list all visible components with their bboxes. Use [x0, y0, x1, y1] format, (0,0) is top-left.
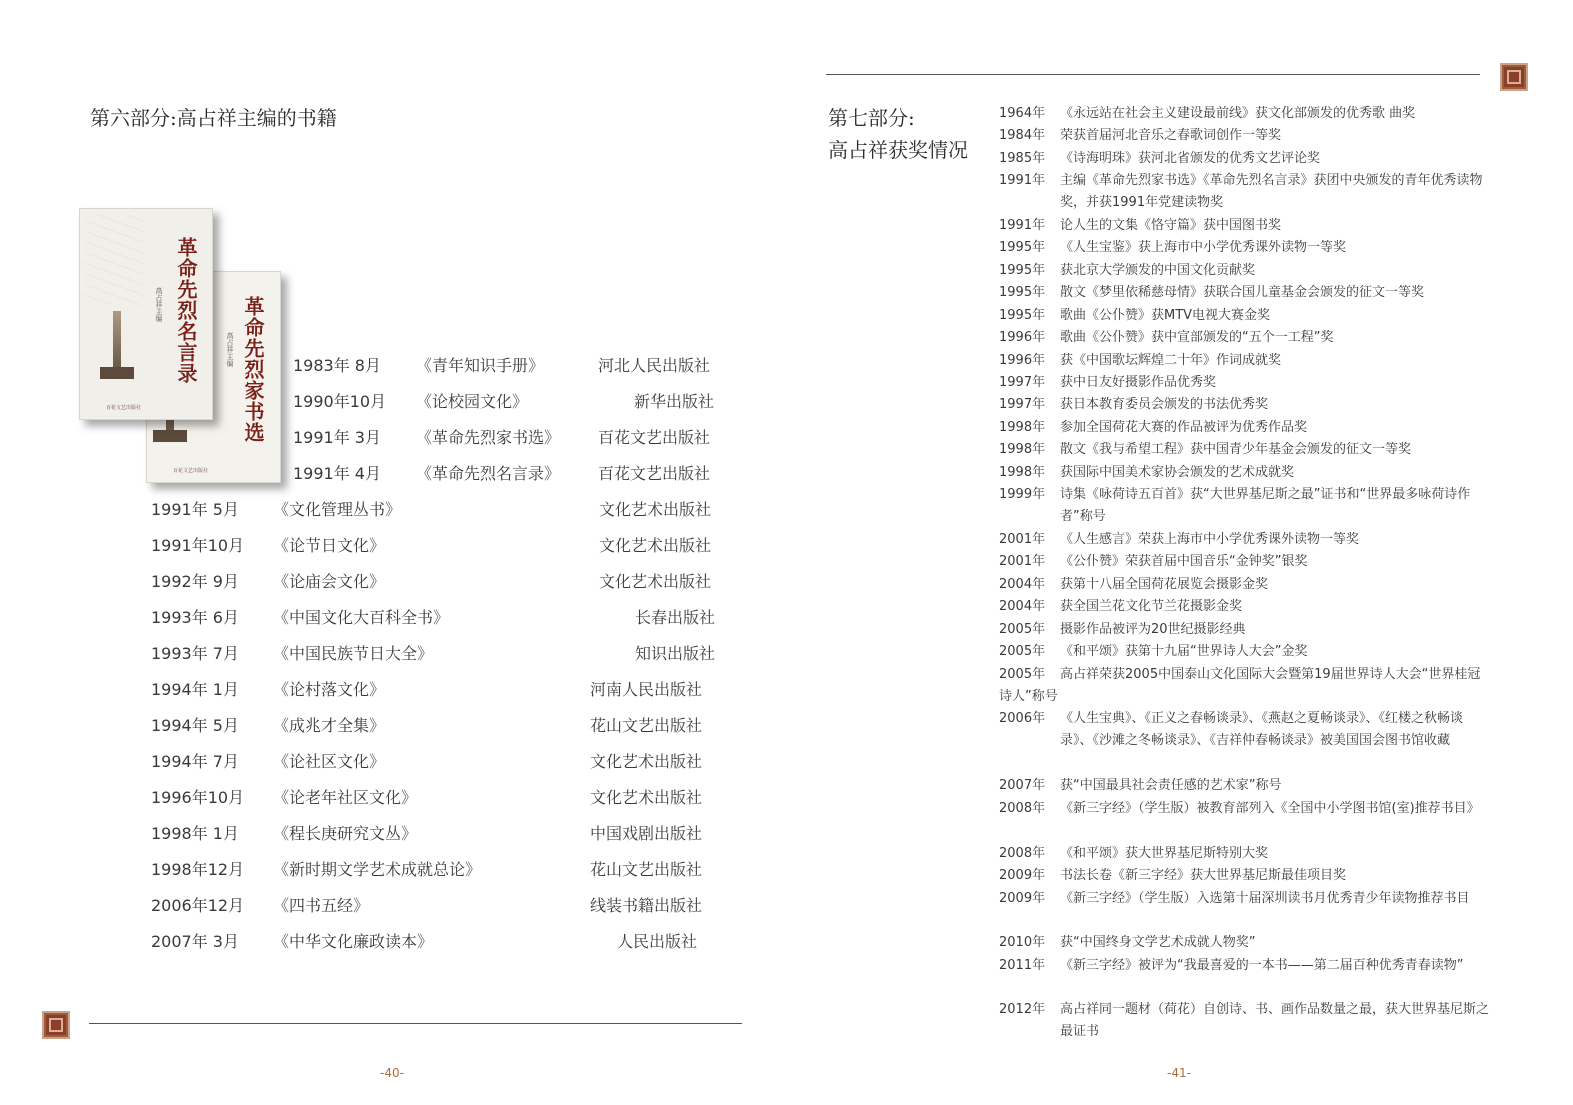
award-year: 2004年: [999, 577, 1046, 592]
award-item: [999, 282, 1489, 304]
heading-line-2: 高占祥获奖情况: [828, 138, 968, 162]
book-publisher: 文化艺术出版社: [599, 572, 712, 591]
book-title: 《论村落文化》: [273, 680, 386, 699]
book-cover-title: 革命先烈家书选: [241, 296, 265, 443]
award-year: 2005年: [999, 622, 1046, 637]
seal-ornament: [1500, 63, 1528, 91]
award-year: 1998年: [999, 420, 1046, 435]
book-publisher: 百花文艺出版社: [598, 428, 711, 447]
award-text: 获日本教育委员会颁发的书法优秀奖: [1060, 397, 1269, 412]
award-year: 1995年: [999, 240, 1046, 255]
award-text: 荣获首届河北音乐之春歌词创作一等奖: [1060, 128, 1282, 143]
award-item: [999, 305, 1489, 327]
book-date: 1996年10月: [151, 788, 245, 807]
award-text: 《新三字经》（学生版）入选第十届深圳读书月优秀青少年读物推荐书目: [1060, 891, 1470, 906]
award-year: 2001年: [999, 532, 1046, 547]
book-cover-quotations: [79, 208, 213, 420]
book-publisher: 文化艺术出版社: [599, 536, 712, 555]
award-item: [999, 103, 1489, 125]
award-text: 获国际中国美术家协会颁发的艺术成就奖: [1060, 465, 1295, 480]
award-text: 《和平颂》获第十九届“世界诗人大会”金奖: [1060, 644, 1308, 659]
award-year: 1999年: [999, 487, 1046, 502]
award-item: [999, 999, 1489, 1044]
book-date: 2006年12月: [151, 896, 245, 915]
award-text: 高占祥同一题材（荷花）自创诗、书、画作品数量之最，获大世界基尼斯之最证书: [1060, 1002, 1490, 1040]
award-text: 《人生宝典》、《正义之春畅谈录》、《燕赵之夏畅谈录》、《红楼之秋畅谈录》、《沙滩之冬畅谈录》、《吉祥仲春畅谈录》被美国国会图书馆收藏: [1060, 711, 1464, 749]
book-date: 1991年10月: [151, 536, 245, 555]
book-publisher: 新华出版社: [634, 392, 715, 411]
award-text: 获第十八届全国荷花展览会摄影金奖: [1060, 577, 1269, 592]
award-text: 《人生感言》荣获上海市中小学优秀课外读物一等奖: [1060, 532, 1360, 547]
book-publisher: 线装书籍出版社: [590, 896, 703, 915]
award-item: [999, 125, 1489, 147]
award-text: 《新三字经》被评为“我最喜爱的一本书——第二届百种优秀青春读物”: [1060, 958, 1464, 973]
award-year: 2011年: [999, 958, 1046, 973]
book-publisher: 中国戏剧出版社: [590, 824, 703, 843]
award-year: 1997年: [999, 375, 1046, 390]
award-item: [999, 529, 1489, 551]
award-year: 1985年: [999, 151, 1046, 166]
award-text: 散文《我与希望工程》获中国青少年基金会颁发的征文一等奖: [1060, 442, 1412, 457]
award-item: [999, 327, 1489, 349]
book-title: 《文化管理丛书》: [273, 500, 402, 519]
book-date: 1991年 3月: [293, 428, 381, 447]
award-year: 1997年: [999, 397, 1046, 412]
award-year: 2012年: [999, 1002, 1046, 1017]
award-item: [999, 350, 1489, 372]
award-text: 获“中国最具社会责任感的艺术家”称号: [1060, 778, 1282, 793]
award-year: 2005年: [999, 644, 1046, 659]
award-item: [999, 148, 1489, 170]
award-text: 诗集《咏荷诗五百首》获“大世界基尼斯之最”证书和“世界最多咏荷诗作者”称号: [1060, 487, 1471, 525]
book-date: 1998年 1月: [151, 824, 239, 843]
award-text: 获中日友好摄影作品优秀奖: [1060, 375, 1217, 390]
award-text: 歌曲《公仆赞》获MTV电视大赛金奖: [1060, 308, 1271, 323]
award-year: 2010年: [999, 935, 1046, 950]
book-cover-author: 高占祥主编: [226, 332, 234, 367]
award-item: [999, 394, 1489, 416]
award-item: [999, 215, 1489, 237]
award-text: 《永远站在社会主义建设最前线》获文化部颁发的优秀歌 曲奖: [1060, 106, 1416, 121]
award-item: [999, 484, 1489, 529]
book-publisher: 文化艺术出版社: [590, 752, 703, 771]
book-publisher: 百花文艺出版社: [598, 464, 711, 483]
award-year: 2001年: [999, 554, 1046, 569]
book-publisher: 河北人民出版社: [598, 356, 711, 375]
book-title: 《四书五经》: [273, 896, 370, 915]
award-year: 1991年: [999, 218, 1046, 233]
award-text: 书法长卷《新三字经》获大世界基尼斯最佳项目奖: [1060, 868, 1347, 883]
section-six-heading: 第六部分:高占祥主编的书籍: [90, 106, 337, 130]
book-title: 《中国民族节日大全》: [273, 644, 434, 663]
book-date: 1998年12月: [151, 860, 245, 879]
book-publisher: 人民出版社: [617, 932, 698, 951]
award-text: 获北京大学颁发的中国文化贡献奖: [1060, 263, 1256, 278]
award-year: 1995年: [999, 263, 1046, 278]
book-cover-publisher: 百花文艺出版社: [173, 468, 209, 474]
award-item: [999, 843, 1489, 865]
award-year: 1995年: [999, 308, 1046, 323]
award-year: 2009年: [999, 868, 1046, 883]
book-title: 《革命先烈名言录》: [416, 464, 561, 483]
award-item: [999, 664, 1489, 709]
award-year: 1996年: [999, 330, 1046, 345]
award-year: 2006年: [999, 711, 1046, 726]
award-item: [999, 708, 1489, 753]
book-cover-title: 革命先烈名言录: [174, 237, 198, 384]
book-title: 《论社区文化》: [273, 752, 386, 771]
book-title: 《革命先烈家书选》: [416, 428, 561, 447]
award-text: 论人生的文集《恪守篇》获中国图书奖: [1060, 218, 1282, 233]
heading-line-1: 第七部分:: [828, 106, 915, 130]
book-publisher: 花山文艺出版社: [590, 716, 703, 735]
award-text: 摄影作品被评为20世纪摄影经典: [1060, 622, 1246, 637]
book-publisher: 河南人民出版社: [590, 680, 703, 699]
award-item: [999, 641, 1489, 663]
section-seven-heading: [828, 102, 968, 166]
book-title: 《成兆才全集》: [273, 716, 386, 735]
book-date: 1993年 6月: [151, 608, 239, 627]
book-title: 《论节日文化》: [273, 536, 386, 555]
book-cover-publisher: 百花文艺出版社: [106, 405, 142, 411]
book-date: 1983年 8月: [293, 356, 381, 375]
book-publisher: 长春出版社: [635, 608, 716, 627]
award-text: 歌曲《公仆赞》获中宣部颁发的“五个一工程”奖: [1060, 330, 1334, 345]
monument-image: [100, 311, 134, 381]
award-text: 主编《革命先烈家书选》《革命先烈名言录》获团中央颁发的青年优秀读物奖，并获1991年党建读物奖: [1060, 173, 1483, 211]
book-title: 《新时期文学艺术成就总论》: [273, 860, 482, 879]
award-text: 《和平颂》获大世界基尼斯特别大奖: [1060, 846, 1269, 861]
award-text: 《诗海明珠》获河北省颁发的优秀文艺评论奖: [1060, 151, 1321, 166]
award-text: 参加全国荷花大赛的作品被评为优秀作品奖: [1060, 420, 1308, 435]
award-year: 2007年: [999, 778, 1046, 793]
award-item: [999, 551, 1489, 573]
award-year: 1991年: [999, 173, 1046, 188]
book-date: 1994年 1月: [151, 680, 239, 699]
award-item: [999, 170, 1489, 215]
award-item: [999, 775, 1489, 797]
award-item: [999, 462, 1489, 484]
page-number: -40-: [380, 1066, 404, 1080]
award-text: 散文《梦里依稀慈母情》获联合国儿童基金会颁发的征文一等奖: [1060, 285, 1425, 300]
award-item: [999, 932, 1489, 954]
book-date: 1990年10月: [293, 392, 387, 411]
bottom-rule: [89, 1023, 742, 1024]
award-year: 2005年: [999, 667, 1046, 682]
page-number: -41-: [1167, 1066, 1191, 1080]
book-title: 《青年知识手册》: [416, 356, 545, 375]
book-cover-author: 高占祥主编: [155, 287, 163, 322]
award-item: [999, 888, 1489, 910]
award-item: [999, 574, 1489, 596]
book-date: 1994年 5月: [151, 716, 239, 735]
book-title: 《论庙会文化》: [273, 572, 386, 591]
book-date: 1994年 7月: [151, 752, 239, 771]
book-title: 《中华文化廉政读本》: [273, 932, 434, 951]
seal-ornament: [42, 1011, 70, 1039]
right-page: [786, 0, 1573, 1105]
book-title: 《论老年社区文化》: [273, 788, 418, 807]
award-year: 1998年: [999, 442, 1046, 457]
award-year: 1964年: [999, 106, 1046, 121]
book-publisher: 花山文艺出版社: [590, 860, 703, 879]
book-title: 《中国文化大百科全书》: [273, 608, 450, 627]
award-year: 1984年: [999, 128, 1046, 143]
award-year: 2004年: [999, 599, 1046, 614]
award-item: [999, 865, 1489, 887]
book-title: 《程长庚研究文丛》: [273, 824, 418, 843]
award-text: 《新三字经》（学生版）被教育部列入《全国中小学图书馆(室)推荐书目》: [1060, 801, 1480, 816]
book-date: 1991年 5月: [151, 500, 239, 519]
award-year: 1995年: [999, 285, 1046, 300]
award-year: 1998年: [999, 465, 1046, 480]
book-title: 《论校园文化》: [416, 392, 529, 411]
left-page: [0, 0, 786, 1105]
book-date: 1993年 7月: [151, 644, 239, 663]
award-year: 2009年: [999, 891, 1046, 906]
book-date: 1992年 9月: [151, 572, 239, 591]
award-year: 2008年: [999, 846, 1046, 861]
award-text: 获“中国终身文学艺术成就人物奖”: [1060, 935, 1256, 950]
award-text: 高占祥荣获2005中国泰山文化国际大会暨第19届世界诗人大会“世界桂冠诗人”称号: [999, 667, 1481, 705]
award-item: [999, 596, 1489, 618]
award-text: 获《中国歌坛辉煌二十年》作词成就奖: [1060, 353, 1282, 368]
award-year: 1996年: [999, 353, 1046, 368]
top-rule: [826, 74, 1480, 75]
award-item: [999, 417, 1489, 439]
book-publisher: 知识出版社: [635, 644, 716, 663]
award-item: [999, 237, 1489, 259]
book-date: 2007年 3月: [151, 932, 239, 951]
book-publisher: 文化艺术出版社: [599, 500, 712, 519]
award-item: [999, 955, 1489, 977]
award-text: 《公仆赞》荣获首届中国音乐“金钟奖”银奖: [1060, 554, 1308, 569]
book-date: 1991年 4月: [293, 464, 381, 483]
book-publisher: 文化艺术出版社: [590, 788, 703, 807]
award-item: [999, 372, 1489, 394]
award-item: [999, 260, 1489, 282]
award-item: [999, 798, 1489, 820]
cover-calligraphy-texture: [84, 215, 144, 305]
award-text: 《人生宝鉴》获上海市中小学优秀课外读物一等奖: [1060, 240, 1347, 255]
award-year: 2008年: [999, 801, 1046, 816]
award-item: [999, 439, 1489, 461]
award-text: 获全国兰花文化节兰花摄影金奖: [1060, 599, 1243, 614]
award-item: [999, 619, 1489, 641]
